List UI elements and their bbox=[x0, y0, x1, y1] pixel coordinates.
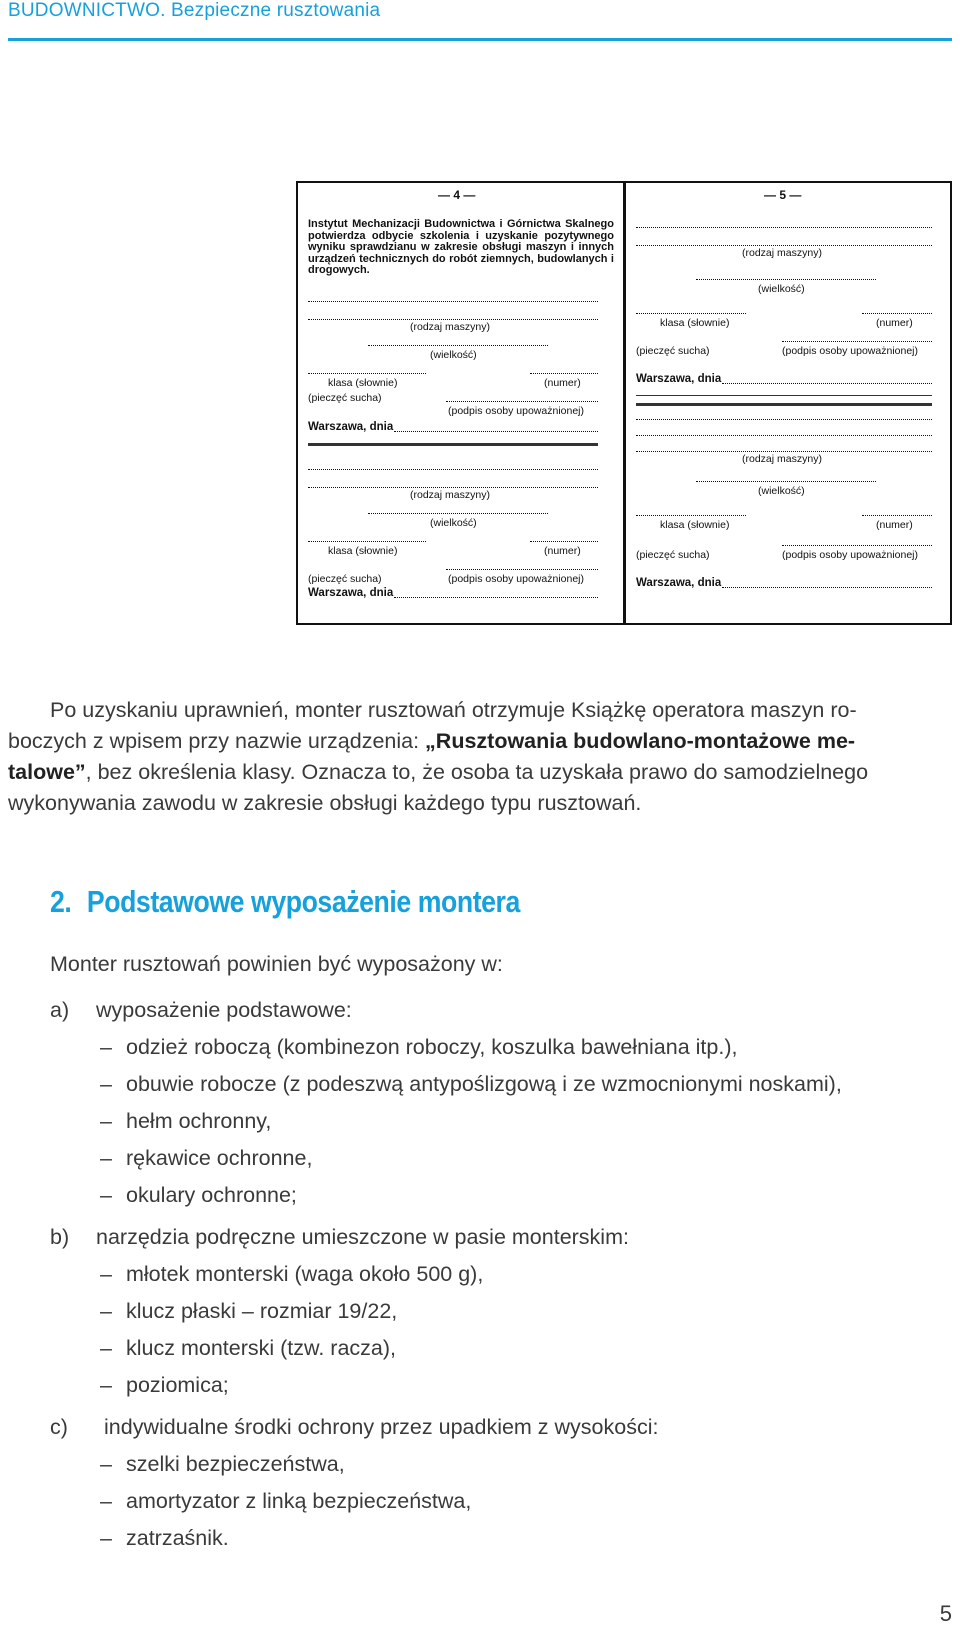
form-class-label: klasa (słownie) bbox=[660, 317, 730, 329]
section-heading bbox=[50, 884, 520, 920]
group-title: narzędzia podręczne umieszczone w pasie monterskim: bbox=[96, 1225, 629, 1249]
dotted-line bbox=[636, 313, 746, 314]
form-number-label: (numer) bbox=[544, 545, 581, 557]
list-item: odzież roboczą (kombinezon roboczy, koszulka bawełniana itp.), bbox=[126, 1035, 738, 1059]
dotted-line bbox=[308, 319, 598, 320]
paragraph-text: , bez określenia klasy. Oznacza to, że osoba ta uzyskała prawo do samodzielnego bbox=[85, 760, 869, 784]
form-separator bbox=[308, 443, 598, 446]
dotted-line bbox=[530, 373, 598, 374]
form-date-label: Warszawa, dnia bbox=[636, 577, 722, 589]
form-number-label: (numer) bbox=[876, 519, 913, 531]
form-date-label: Warszawa, dnia bbox=[308, 421, 394, 433]
section-title: Podstawowe wyposażenie montera bbox=[86, 884, 520, 919]
form-signature-label: (podpis osoby upoważnionej) bbox=[782, 549, 919, 561]
form-stamp-label: (pieczęć sucha) bbox=[636, 345, 710, 357]
paragraph-text: boczych z wpisem przy nazwie urządzenia: bbox=[8, 729, 426, 753]
form-stamp-label: (pieczęć sucha) bbox=[636, 549, 710, 561]
paragraph-bold-text: „Rusztowania budowlano-montażowe me- bbox=[425, 729, 856, 753]
form-separator bbox=[636, 403, 932, 406]
dotted-line bbox=[368, 345, 548, 346]
dash-bullet: – bbox=[100, 1109, 112, 1133]
form-page-5 bbox=[626, 183, 950, 623]
header-title: BUDOWNICTWO. Bezpieczne rusztowania bbox=[8, 0, 381, 21]
form-page-number: — 4 — bbox=[438, 188, 476, 202]
list-item: hełm ochronny, bbox=[126, 1109, 272, 1133]
group-label: b) bbox=[50, 1225, 70, 1249]
section-number: 2. bbox=[50, 884, 72, 919]
dash-bullet: – bbox=[100, 1146, 112, 1170]
intro-paragraph bbox=[8, 695, 952, 819]
dotted-line bbox=[636, 227, 932, 228]
dotted-line bbox=[636, 435, 932, 436]
list-item: młotek monterski (waga około 500 g), bbox=[126, 1262, 484, 1286]
list-item: zatrzaśnik. bbox=[126, 1526, 229, 1550]
paragraph-line: wykonywania zawodu w zakresie obsługi każdego typu rusztowań. bbox=[8, 791, 642, 815]
dotted-line bbox=[696, 279, 876, 280]
paragraph-bold-text: talowe” bbox=[8, 760, 86, 784]
dash-bullet: – bbox=[100, 1299, 112, 1323]
form-class-label: klasa (słownie) bbox=[328, 377, 398, 389]
form-number-label: (numer) bbox=[876, 317, 913, 329]
form-institute-text: Instytut Mechanizacji Budownictwa i Górnictwa Skalnego potwierdza odbycie szkolenia i uzyskanie pozytywnego wyniku sprawdzianu w zakresie obsługi maszyn i innych urządzeń technicznych do robót ziemnych, budowlanych i drogowych. bbox=[308, 218, 614, 276]
form-date-label: Warszawa, dnia bbox=[308, 587, 394, 599]
list-item: klucz płaski – rozmiar 19/22, bbox=[126, 1299, 398, 1323]
paragraph-line: Po uzyskaniu uprawnień, monter rusztowań otrzymuje Książkę operatora maszyn ro- bbox=[50, 698, 857, 722]
group-label: c) bbox=[50, 1415, 68, 1439]
form-signature-label: (podpis osoby upoważnionej) bbox=[448, 573, 585, 585]
dotted-line bbox=[394, 431, 598, 432]
list-item: amortyzator z linką bezpieczeństwa, bbox=[126, 1489, 472, 1513]
form-signature-label: (podpis osoby upoważnionej) bbox=[782, 345, 919, 357]
form-machine-type-label: (rodzaj maszyny) bbox=[742, 453, 822, 465]
dotted-line bbox=[862, 515, 932, 516]
form-class-label: klasa (słownie) bbox=[660, 519, 730, 531]
form-page-4 bbox=[298, 183, 626, 623]
form-stamp-label: (pieczęć sucha) bbox=[308, 392, 382, 404]
form-machine-type-label: (rodzaj maszyny) bbox=[410, 489, 490, 501]
form-number-label: (numer) bbox=[544, 377, 581, 389]
dotted-line bbox=[782, 545, 932, 546]
list-item: szelki bezpieczeństwa, bbox=[126, 1452, 345, 1476]
dotted-line bbox=[308, 301, 598, 302]
operator-book-form-image bbox=[296, 181, 952, 625]
list-item: rękawice ochronne, bbox=[126, 1146, 313, 1170]
page-number: 5 bbox=[939, 1601, 952, 1626]
dotted-line bbox=[636, 419, 932, 420]
form-machine-type-label: (rodzaj maszyny) bbox=[742, 247, 822, 259]
dash-bullet: – bbox=[100, 1035, 112, 1059]
group-title: wyposażenie podstawowe: bbox=[96, 998, 352, 1022]
dotted-line bbox=[368, 513, 548, 514]
form-page-number: — 5 — bbox=[764, 188, 802, 202]
list-item: poziomica; bbox=[126, 1373, 229, 1397]
dash-bullet: – bbox=[100, 1452, 112, 1476]
dash-bullet: – bbox=[100, 1336, 112, 1360]
dash-bullet: – bbox=[100, 1262, 112, 1286]
dotted-line bbox=[722, 587, 932, 588]
dash-bullet: – bbox=[100, 1183, 112, 1207]
dotted-line bbox=[636, 451, 932, 452]
form-class-label: klasa (słownie) bbox=[328, 545, 398, 557]
dotted-line bbox=[394, 597, 598, 598]
dotted-line bbox=[308, 373, 426, 374]
dotted-line bbox=[636, 245, 932, 246]
dotted-line bbox=[446, 569, 598, 570]
form-size-label: (wielkość) bbox=[758, 283, 805, 295]
group-title: indywidualne środki ochrony przez upadkiem z wysokości: bbox=[104, 1415, 659, 1439]
dash-bullet: – bbox=[100, 1072, 112, 1096]
intro-text: Monter rusztowań powinien być wyposażony w: bbox=[50, 952, 503, 976]
dotted-line bbox=[782, 341, 932, 342]
form-size-label: (wielkość) bbox=[430, 349, 477, 361]
paragraph-line bbox=[8, 726, 952, 757]
paragraph-line bbox=[8, 757, 952, 788]
form-signature-label: (podpis osoby upoważnionej) bbox=[448, 405, 585, 417]
list-item: klucz monterski (tzw. racza), bbox=[126, 1336, 396, 1360]
dotted-line bbox=[696, 481, 876, 482]
dotted-line bbox=[308, 469, 598, 470]
dotted-line bbox=[446, 401, 598, 402]
list-item: okulary ochronne; bbox=[126, 1183, 297, 1207]
form-stamp-label: (pieczęć sucha) bbox=[308, 573, 382, 585]
dotted-line bbox=[308, 541, 426, 542]
form-size-label: (wielkość) bbox=[758, 485, 805, 497]
group-label: a) bbox=[50, 998, 70, 1022]
dotted-line bbox=[722, 383, 932, 384]
dotted-line bbox=[636, 515, 746, 516]
form-size-label: (wielkość) bbox=[430, 517, 477, 529]
dotted-line bbox=[308, 487, 598, 488]
dotted-line bbox=[530, 541, 598, 542]
form-machine-type-label: (rodzaj maszyny) bbox=[410, 321, 490, 333]
dash-bullet: – bbox=[100, 1489, 112, 1513]
dash-bullet: – bbox=[100, 1373, 112, 1397]
list-item: obuwie robocze (z podeszwą antypoślizgową i ze wzmocnionymi noskami), bbox=[126, 1072, 842, 1096]
page-header bbox=[8, 0, 952, 41]
dotted-line bbox=[862, 313, 932, 314]
form-separator bbox=[636, 395, 932, 396]
dash-bullet: – bbox=[100, 1526, 112, 1550]
form-date-label: Warszawa, dnia bbox=[636, 373, 722, 385]
